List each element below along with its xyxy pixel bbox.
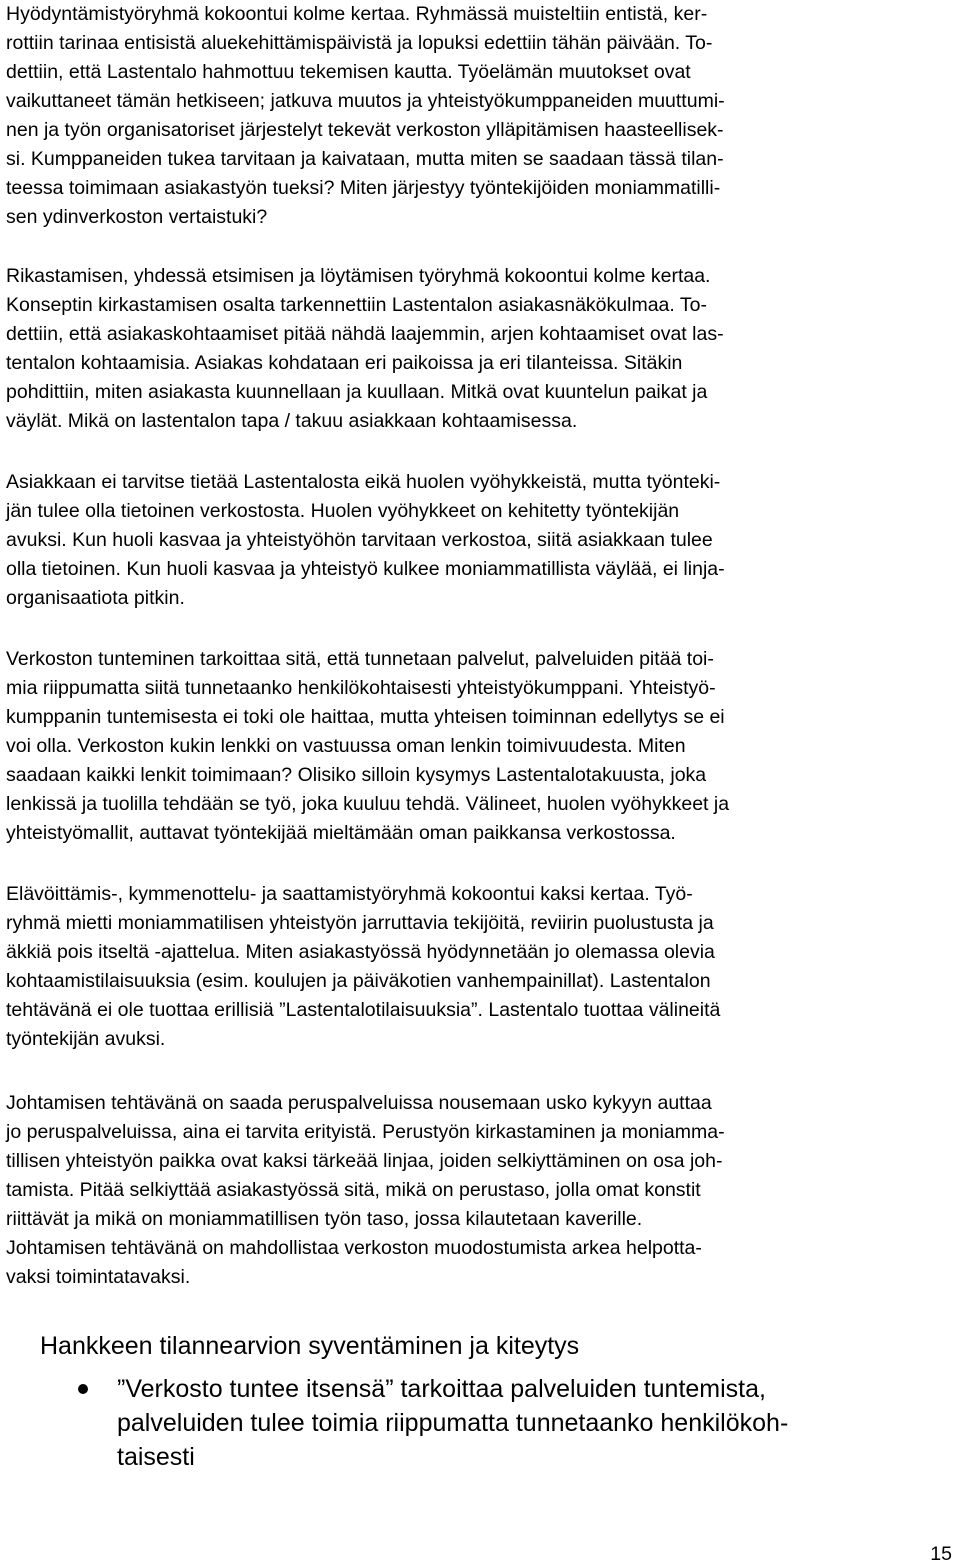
paragraph-elavoittamis-tyoryhma	[6, 880, 954, 1054]
text-line: tehtävänä ei ole tuottaa erillisiä ”Lastentalotilaisuuksia”. Lastentalo tuottaa välineitä	[6, 999, 721, 1021]
text-line: Rikastamisen, yhdessä etsimisen ja löytämisen työryhmä kokoontui kolme kertaa.	[6, 265, 711, 287]
text-line: saadaan kaikki lenkit toimimaan? Olisiko silloin kysymys Lastentalotakuusta, joka	[6, 764, 707, 786]
paragraph-johtamisen-tehtava	[6, 1089, 954, 1292]
text-line: ”Verkosto tuntee itsensä” tarkoittaa palveluiden tuntemista,	[117, 1375, 766, 1403]
text-line: rottiin tarinaa entisistä aluekehittämispäivistä ja lopuksi edettiin tähän päivään. To-	[6, 32, 713, 54]
text-line: vaikuttaneet tämän hetkiseen; jatkuva muutos ja yhteistyökumppaneiden muuttumi-	[6, 90, 725, 112]
bullet-list	[0, 1372, 960, 1474]
text-line: avuksi. Kun huoli kasvaa ja yhteistyöhön tarvitaan verkostoa, siitä asiakkaan tulee	[6, 529, 713, 551]
text-line: Asiakkaan ei tarvitse tietää Lastentalosta eikä huolen vyöhykkeistä, mutta työnteki-	[6, 471, 721, 493]
text-line: jän tulee olla tietoinen verkostosta. Huolen vyöhykkeet on kehitetty työntekijän	[6, 500, 680, 522]
paragraph-asiakkaan-huolen-vyohykkeet	[6, 468, 954, 613]
text-line: organisaatiota pitkin.	[6, 587, 185, 609]
text-line: jo peruspalveluissa, aina ei tarvita erityistä. Perustyön kirkastaminen ja moniamma-	[6, 1121, 725, 1143]
text-line: lenkissä ja tuolilla tehdään se työ, joka kuuluu tehdä. Välineet, huolen vyöhykkeet ja	[6, 793, 730, 815]
text-line: Johtamisen tehtävänä on mahdollistaa verkoston muodostumista arkea helpotta-	[6, 1237, 702, 1259]
text-line: dettiin, että Lastentalo hahmottuu tekemisen kautta. Työelämän muutokset ovat	[6, 61, 691, 83]
page-number: 15	[930, 1543, 952, 1565]
bullet-text	[117, 1372, 960, 1474]
paragraph-verkoston-tunteminen	[6, 645, 954, 848]
paragraph-hyodyntamistyoryhma	[6, 0, 954, 232]
text-line: voi olla. Verkoston kukin lenkki on vastuussa oman lenkin toimivuudesta. Miten	[6, 735, 686, 757]
text-line: riittävät ja mikä on moniammatillisen työn taso, jossa kilautetaan kaverille.	[6, 1208, 643, 1230]
section-heading: Hankkeen tilannearvion syventäminen ja kiteytys	[40, 1332, 580, 1360]
text-line: pohdittiin, miten asiakasta kuunnellaan ja kuullaan. Mitkä ovat kuuntelun paikat ja	[6, 381, 708, 403]
text-line: sen ydinverkoston vertaistuki?	[6, 206, 268, 228]
bullet-item	[0, 1372, 960, 1474]
text-line: tentalon kohtaamisia. Asiakas kohdataan eri paikoissa ja eri tilanteissa. Sitäkin	[6, 352, 683, 374]
text-line: väylät. Mikä on lastentalon tapa / takuu asiakkaan kohtaamisessa.	[6, 410, 578, 432]
text-line: tillisen yhteistyön paikka ovat kaksi tärkeää linjaa, joiden selkiyttäminen on osa joh-	[6, 1150, 723, 1172]
text-line: mia riippumatta siitä tunnetaanko henkilökohtaisesti yhteistyökumppani. Yhteistyö-	[6, 677, 716, 699]
text-line: työntekijän avuksi.	[6, 1028, 166, 1050]
text-line: si. Kumppaneiden tukea tarvitaan ja kaivataan, mutta miten se saadaan tässä tilan-	[6, 148, 724, 170]
text-line: palveluiden tulee toimia riippumatta tunnetaanko henkilökoh-	[117, 1409, 789, 1437]
text-line: kohtaamistilaisuuksia (esim. koulujen ja päiväkotien vanhempainillat). Lastentalon	[6, 970, 711, 992]
text-line: Verkoston tunteminen tarkoittaa sitä, että tunnetaan palvelut, palveluiden pitää toi-	[6, 648, 714, 670]
text-line: kumppanin tuntemisesta ei toki ole haittaa, mutta yhteisen toiminnan edellytys se ei	[6, 706, 725, 728]
text-line: yhteistyömallit, auttavat työntekijää mieltämään oman paikkansa verkostossa.	[6, 822, 676, 844]
text-line: äkkiä pois itseltä -ajattelua. Miten asiakastyössä hyödynnetään jo olemassa olevia	[6, 941, 715, 963]
text-line: olla tietoinen. Kun huoli kasvaa ja yhteistyö kulkee moniammatillista väylää, ei linja-	[6, 558, 725, 580]
text-line: Elävöittämis-, kymmenottelu- ja saattamistyöryhmä kokoontui kaksi kertaa. Työ-	[6, 883, 693, 905]
text-line: Hyödyntämistyöryhmä kokoontui kolme kertaa. Ryhmässä muisteltiin entistä, ker-	[6, 3, 708, 25]
text-line: Konseptin kirkastamisen osalta tarkennettiin Lastentalon asiakasnäkökulmaa. To-	[6, 294, 707, 316]
text-line: nen ja työn organisatoriset järjestelyt tekevät verkoston ylläpitämisen haasteellisek-	[6, 119, 724, 141]
text-line: dettiin, että asiakaskohtaamiset pitää nähdä laajemmin, arjen kohtaamiset ovat las-	[6, 323, 724, 345]
text-line: taisesti	[117, 1443, 195, 1471]
text-line: Johtamisen tehtävänä on saada peruspalveluissa nousemaan usko kykyyn auttaa	[6, 1092, 712, 1114]
text-line: vaksi toimintatavaksi.	[6, 1266, 191, 1288]
text-line: tamista. Pitää selkiyttää asiakastyössä sitä, mikä on perustaso, jolla omat konstit	[6, 1179, 701, 1201]
text-line: teessa toimimaan asiakastyön tueksi? Miten järjestyy työntekijöiden moniammatilli-	[6, 177, 721, 199]
paragraph-rikastamisen-tyoryhma	[6, 262, 954, 436]
text-line: ryhmä mietti moniammatilisen yhteistyön jarruttavia tekijöitä, reviirin puolustusta ja	[6, 912, 714, 934]
bullet-dot-icon	[78, 1384, 88, 1394]
